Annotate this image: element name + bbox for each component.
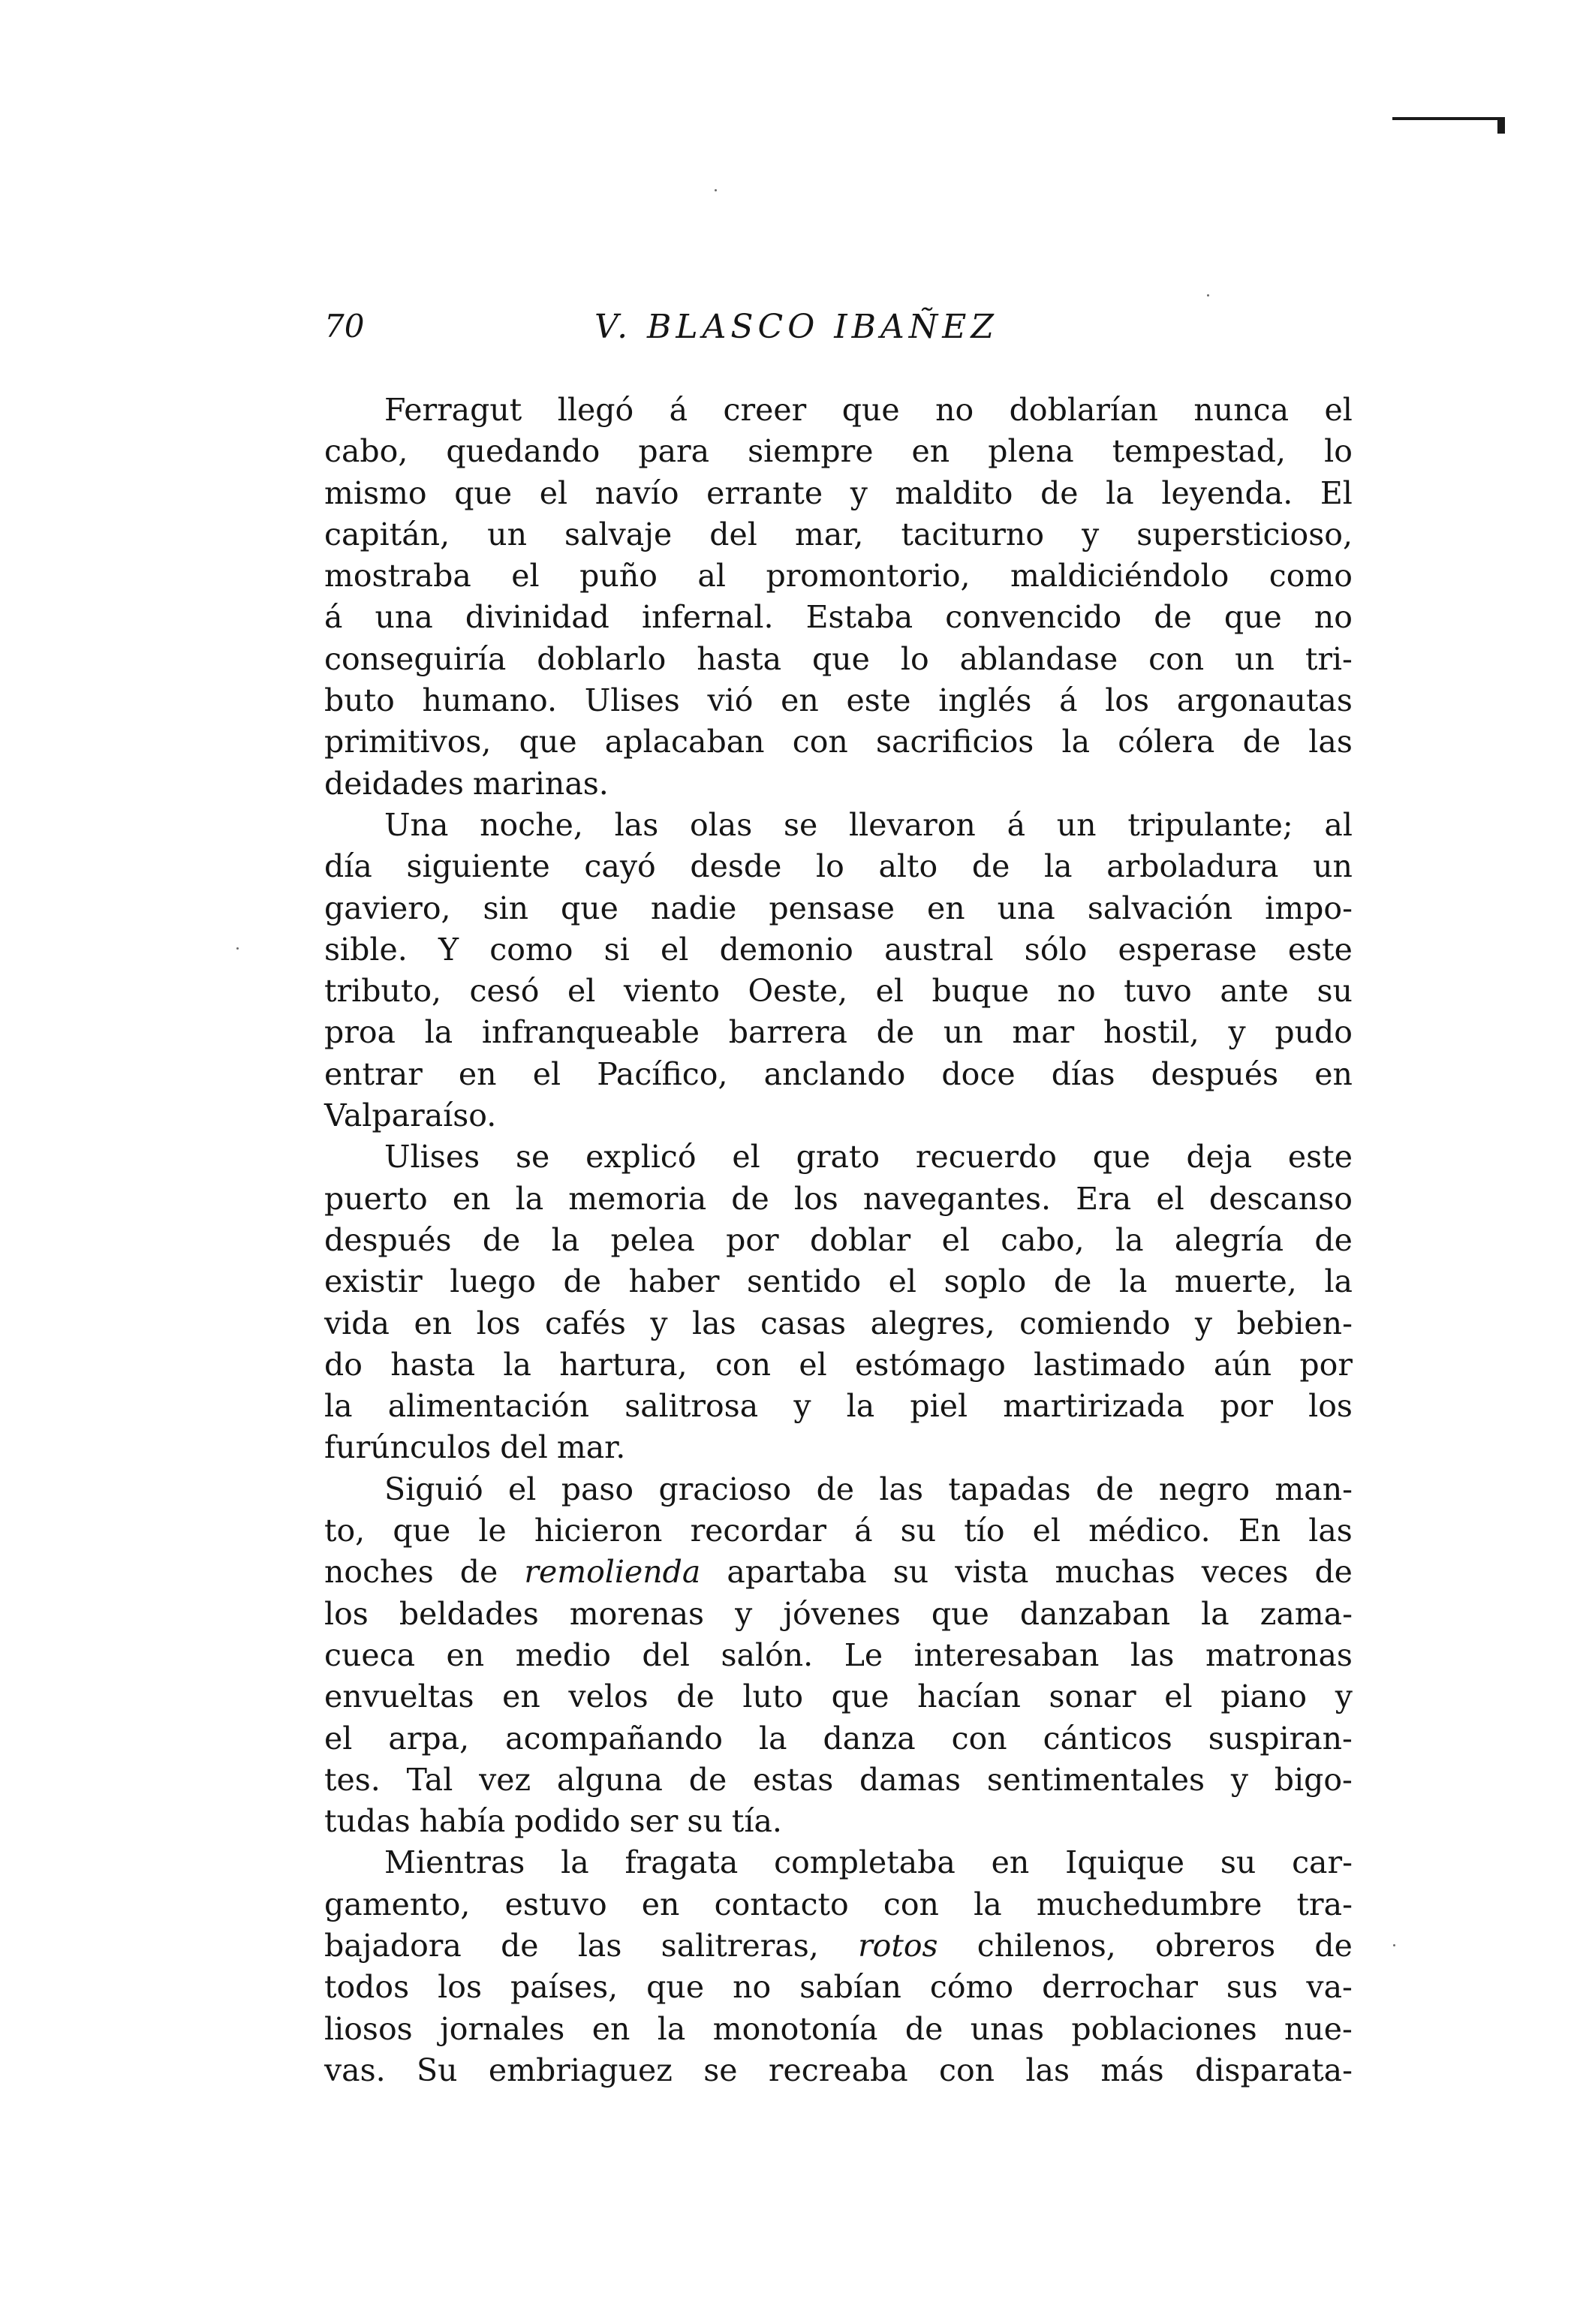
text-line: mostraba el puño al promontorio, maldiciéndolo como bbox=[324, 558, 1353, 595]
text-line: deidades marinas. bbox=[324, 765, 609, 802]
scan-artifact-mark bbox=[1392, 117, 1505, 120]
text-line: gamento, estuvo en contacto con la muchedumbre tra- bbox=[324, 1886, 1353, 1922]
text-line: cabo, quedando para siempre en plena tempestad, lo bbox=[324, 433, 1353, 470]
text-line: después de la pelea por doblar el cabo, la alegría de bbox=[324, 1221, 1353, 1258]
text-line: sible. Y como si el demonio austral sólo esperase este bbox=[324, 931, 1353, 968]
text-line: los beldades morenas y jóvenes que danzaban la zama- bbox=[324, 1595, 1353, 1632]
text-line: Valparaíso. bbox=[324, 1097, 497, 1134]
text-line: gaviero, sin que nadie pensase en una salvación impo- bbox=[324, 890, 1353, 926]
text-line: Ulises se explicó el grato recuerdo que deja este bbox=[384, 1139, 1353, 1176]
text-line: primitivos, que aplacaban con sacrificios la cólera de las bbox=[324, 724, 1353, 760]
page-header bbox=[324, 308, 1353, 365]
scan-speck bbox=[1393, 1944, 1395, 1946]
scan-speck bbox=[715, 189, 717, 191]
scan-speck bbox=[1207, 294, 1209, 297]
text-line: día siguiente cayó desde lo alto de la arboladura un bbox=[324, 848, 1353, 885]
text-line: Siguió el paso gracioso de las tapadas de negro man- bbox=[384, 1471, 1353, 1507]
running-head: V. BLASCO IBAÑEZ bbox=[594, 308, 998, 346]
text-line: furúnculos del mar. bbox=[324, 1429, 626, 1466]
text-line: cueca en medio del salón. Le interesaban las matronas bbox=[324, 1636, 1353, 1673]
text-line: tributo, cesó el viento Oeste, el buque no tuvo ante su bbox=[324, 973, 1353, 1010]
text-line: tudas había podido ser su tía. bbox=[324, 1803, 782, 1840]
text-line: entrar en el Pacífico, anclando doce días después en bbox=[324, 1055, 1353, 1092]
text-line: proa la infranqueable barrera de un mar hostil, y pudo bbox=[324, 1014, 1353, 1051]
text-line: Mientras la fragata completaba en Iquique su car- bbox=[384, 1844, 1353, 1881]
text-line: noches de remolienda apartaba su vista muchas veces de bbox=[324, 1554, 1353, 1591]
text-line: existir luego de haber sentido el soplo de la muerte, la bbox=[324, 1263, 1353, 1300]
text-line: bajadora de las salitreras, rotos chilenos, obreros de bbox=[324, 1927, 1353, 1964]
text-line: mismo que el navío errante y maldito de la leyenda. El bbox=[324, 474, 1353, 511]
text-line: á una divinidad infernal. Estaba convencido de que no bbox=[324, 599, 1353, 636]
text-line: capitán, un salvaje del mar, taciturno y supersticioso, bbox=[324, 516, 1353, 552]
text-line: do hasta la hartura, con el estómago lastimado aún por bbox=[324, 1346, 1353, 1383]
text-line: vas. Su embriaguez se recreaba con las más disparata- bbox=[324, 2052, 1353, 2088]
scan-speck bbox=[236, 947, 239, 950]
text-line: Ferragut llegó á creer que no doblarían nunca el bbox=[384, 392, 1353, 428]
text-line: conseguiría doblarlo hasta que lo ablandase con un tri- bbox=[324, 640, 1353, 677]
text-line: el arpa, acompañando la danza con cánticos suspiran- bbox=[324, 1720, 1353, 1757]
text-line: buto humano. Ulises vió en este inglés á los argonautas bbox=[324, 682, 1353, 719]
text-line: Una noche, las olas se llevaron á un tripulante; al bbox=[384, 806, 1353, 843]
text-line: todos los países, que no sabían cómo derrochar sus va- bbox=[324, 1969, 1353, 2006]
page-number: 70 bbox=[324, 308, 365, 345]
text-line: envueltas en velos de luto que hacían sonar el piano y bbox=[324, 1678, 1353, 1715]
text-line: la alimentación salitrosa y la piel martirizada por los bbox=[324, 1388, 1353, 1425]
text-line: liosos jornales en la monotonía de unas poblaciones nue- bbox=[324, 2010, 1353, 2047]
text-line: vida en los cafés y las casas alegres, comiendo y bebien- bbox=[324, 1305, 1353, 1341]
body-text bbox=[324, 390, 1353, 2091]
text-line: puerto en la memoria de los navegantes. Era el descanso bbox=[324, 1180, 1353, 1217]
text-line: to, que le hicieron recordar á su tío el médico. En las bbox=[324, 1513, 1353, 1549]
text-line: tes. Tal vez alguna de estas damas sentimentales y bigo- bbox=[324, 1761, 1353, 1798]
